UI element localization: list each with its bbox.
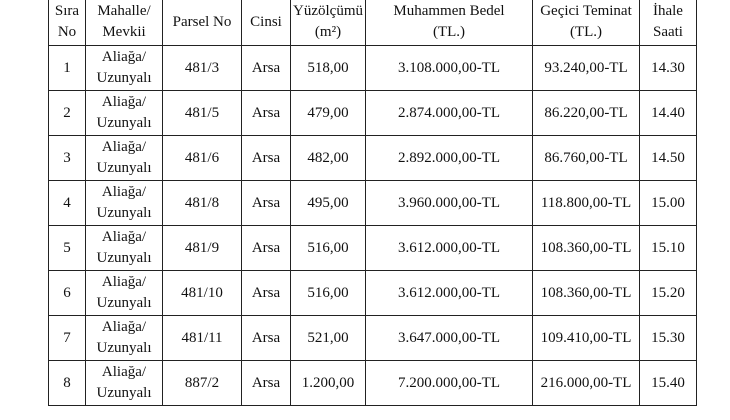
cell-area: 1.200,00 [291, 361, 366, 406]
cell-neighborhood: Aliağa/ Uzunyalı [86, 316, 163, 361]
cell-parcel-no: 481/10 [163, 271, 242, 316]
cell-type: Arsa [242, 361, 291, 406]
header-deposit: Geçici Teminat (TL.) [532, 0, 639, 46]
cell-estimated-value: 3.647.000,00-TL [365, 316, 532, 361]
cell-parcel-no: 481/11 [163, 316, 242, 361]
cell-neighborhood: Aliağa/ Uzunyalı [86, 181, 163, 226]
cell-deposit: 216.000,00-TL [532, 361, 639, 406]
cell-estimated-value: 3.612.000,00-TL [365, 226, 532, 271]
cell-deposit: 108.360,00-TL [532, 271, 639, 316]
table-row [49, 226, 697, 271]
cell-auction-time: 15.10 [639, 226, 696, 271]
cell-estimated-value: 3.960.000,00-TL [365, 181, 532, 226]
cell-neighborhood: Aliağa/ Uzunyalı [86, 136, 163, 181]
cell-neighborhood: Aliağa/ Uzunyalı [86, 91, 163, 136]
cell-area: 495,00 [291, 181, 366, 226]
cell-area: 518,00 [291, 46, 366, 91]
header-row [49, 0, 697, 46]
cell-deposit: 86.760,00-TL [532, 136, 639, 181]
cell-area: 479,00 [291, 91, 366, 136]
table-row [49, 271, 697, 316]
cell-auction-time: 15.00 [639, 181, 696, 226]
cell-neighborhood: Aliağa/ Uzunyalı [86, 271, 163, 316]
header-estimated-value: Muhammen Bedel (TL.) [365, 0, 532, 46]
cell-deposit: 109.410,00-TL [532, 316, 639, 361]
header-auction-time: İhale Saati [639, 0, 696, 46]
cell-row-number: 8 [49, 361, 86, 406]
cell-type: Arsa [242, 136, 291, 181]
cell-estimated-value: 2.874.000,00-TL [365, 91, 532, 136]
cell-parcel-no: 481/9 [163, 226, 242, 271]
cell-area: 516,00 [291, 226, 366, 271]
cell-estimated-value: 3.108.000,00-TL [365, 46, 532, 91]
cell-deposit: 86.220,00-TL [532, 91, 639, 136]
cell-area: 482,00 [291, 136, 366, 181]
cell-parcel-no: 481/8 [163, 181, 242, 226]
cell-estimated-value: 2.892.000,00-TL [365, 136, 532, 181]
cell-type: Arsa [242, 271, 291, 316]
cell-neighborhood: Aliağa/ Uzunyalı [86, 226, 163, 271]
cell-type: Arsa [242, 46, 291, 91]
cell-parcel-no: 481/6 [163, 136, 242, 181]
cell-row-number: 6 [49, 271, 86, 316]
cell-deposit: 118.800,00-TL [532, 181, 639, 226]
auction-table [48, 0, 697, 406]
table-row [49, 316, 697, 361]
cell-type: Arsa [242, 181, 291, 226]
header-area: Yüzölçümü (m²) [291, 0, 366, 46]
cell-auction-time: 14.50 [639, 136, 696, 181]
cell-deposit: 93.240,00-TL [532, 46, 639, 91]
cell-row-number: 3 [49, 136, 86, 181]
header-parcel-no: Parsel No [163, 0, 242, 46]
cell-auction-time: 15.20 [639, 271, 696, 316]
cell-area: 521,00 [291, 316, 366, 361]
cell-auction-time: 14.30 [639, 46, 696, 91]
cell-parcel-no: 481/5 [163, 91, 242, 136]
cell-row-number: 1 [49, 46, 86, 91]
cell-estimated-value: 7.200.000,00-TL [365, 361, 532, 406]
cell-area: 516,00 [291, 271, 366, 316]
cell-estimated-value: 3.612.000,00-TL [365, 271, 532, 316]
cell-parcel-no: 887/2 [163, 361, 242, 406]
cell-auction-time: 15.40 [639, 361, 696, 406]
cell-type: Arsa [242, 316, 291, 361]
cell-neighborhood: Aliağa/ Uzunyalı [86, 361, 163, 406]
cell-deposit: 108.360,00-TL [532, 226, 639, 271]
cell-type: Arsa [242, 91, 291, 136]
cell-row-number: 5 [49, 226, 86, 271]
header-type: Cinsi [242, 0, 291, 46]
cell-auction-time: 14.40 [639, 91, 696, 136]
cell-parcel-no: 481/3 [163, 46, 242, 91]
cell-neighborhood: Aliağa/ Uzunyalı [86, 46, 163, 91]
table-row [49, 361, 697, 406]
table-row [49, 136, 697, 181]
cell-row-number: 7 [49, 316, 86, 361]
cell-row-number: 4 [49, 181, 86, 226]
cell-auction-time: 15.30 [639, 316, 696, 361]
cell-row-number: 2 [49, 91, 86, 136]
cell-type: Arsa [242, 226, 291, 271]
header-row-number: Sıra No [49, 0, 86, 46]
table-row [49, 181, 697, 226]
table-row [49, 91, 697, 136]
table-row [49, 46, 697, 91]
header-neighborhood: Mahalle/ Mevkii [86, 0, 163, 46]
